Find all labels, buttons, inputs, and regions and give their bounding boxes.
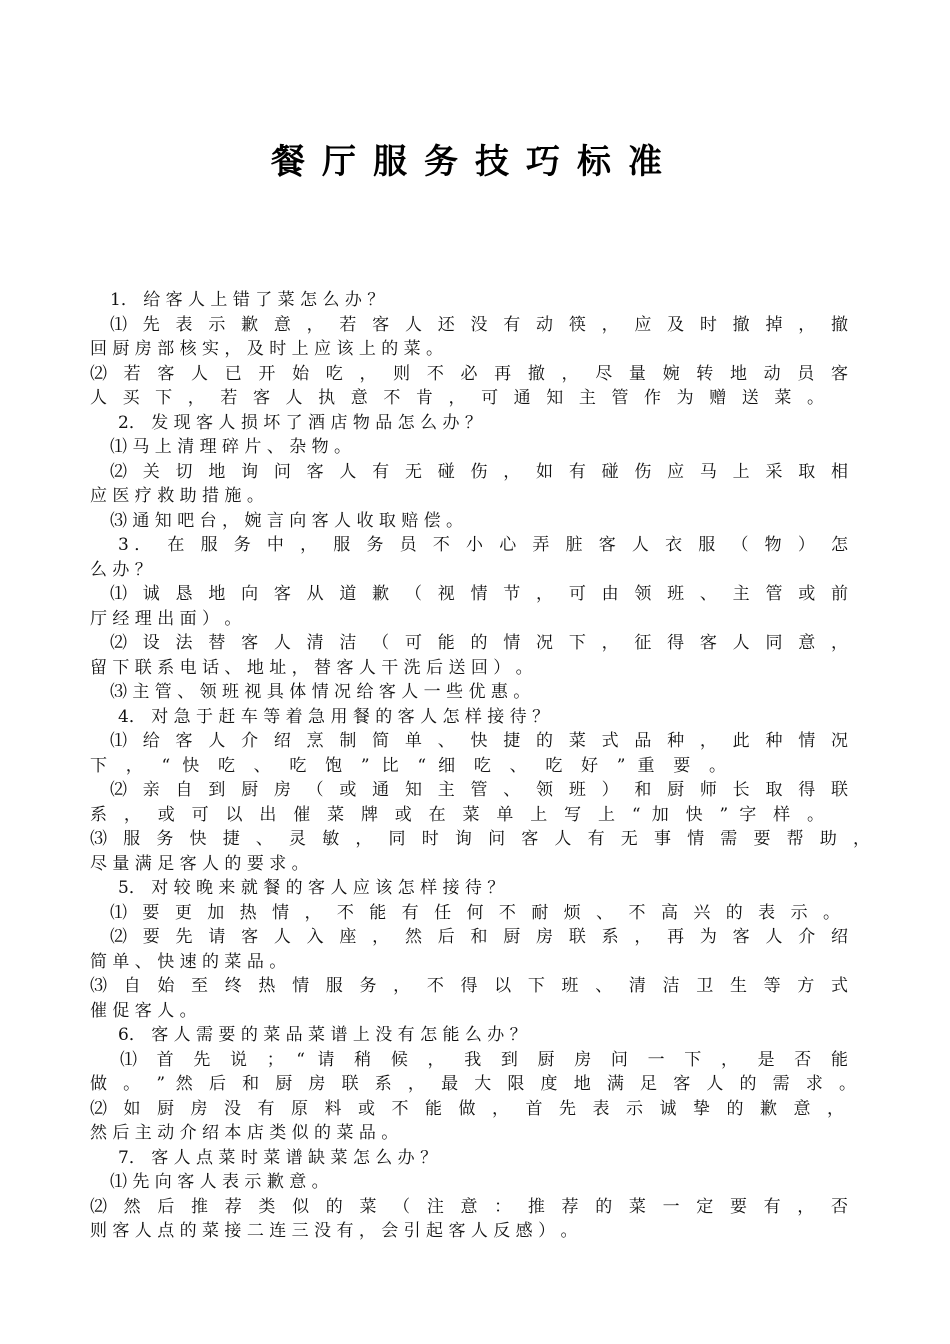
document-line: ⑴ 要 更 加 热 情 ， 不 能 有 任 何 不 耐 烦 、 不 高 兴 的 表 示 。 [110,902,840,923]
document-line: 简 单 、 快 速 的 菜 品 。 [90,951,287,972]
document-line: ⑴ 先 表 示 歉 意 ， 若 客 人 还 没 有 动 筷 ， 应 及 时 撤 掉 ， 撤 [110,314,848,335]
document-line: 下 ， “ 快 吃 、 吃 饱 ” 比 “ 细 吃 、 吃 好 ” 重 要 。 [90,755,726,776]
document-line: 厅 经 理 出 面 ） 。 [90,608,242,629]
document-line: ⑵ 亲 自 到 厨 房 （ 或 通 知 主 管 、 领 班 ） 和 厨 师 长 取 得 联 [110,780,848,800]
document-line: 5． 对 较 晚 来 就 餐 的 客 人 应 该 怎 样 接 待 ？ [118,878,505,898]
document-line: 3． 在 服 务 中 ， 服 务 员 不 小 心 弄 脏 客 人 衣 服 （ 物 ） 怎 [118,535,848,555]
document-line: ⑵ 如 厨 房 没 有 原 料 或 不 能 做 ， 首 先 表 示 诚 挚 的 歉 意 ， [90,1098,844,1119]
document-line: ⑵ 设 法 替 客 人 清 洁 （ 可 能 的 情 况 下 ， 征 得 客 人 同 意 ， [110,633,848,653]
document-line: ⑵ 若 客 人 已 开 始 吃 ， 则 不 必 再 撤 ， 尽 量 婉 转 地 动 员 客 [90,363,848,384]
document-line: 催 促 客 人 。 [90,1000,197,1021]
document-line: ⑴ 首 先 说 ； “ 请 稍 候 ， 我 到 厨 房 问 一 下 ， 是 否 能 [120,1049,848,1070]
document-line: 则 客 人 点 的 菜 接 二 连 三 没 有 ， 会 引 起 客 人 反 感 ） 。 [90,1221,578,1241]
document-line: 应 医 疗 救 助 措 施 。 [90,486,264,506]
document-line: 7． 客 人 点 菜 时 菜 谱 缺 菜 怎 么 办 ？ [118,1147,438,1168]
document-line: ⑵ 要 先 请 客 人 入 座 ， 然 后 和 厨 房 联 系 ， 再 为 客 人 介 绍 [110,927,848,947]
document-line: 留 下 联 系 电 话 、 地 址 ， 替 客 人 干 洗 后 送 回 ） 。 [90,657,533,678]
document-line: 6． 客 人 需 要 的 菜 品 菜 谱 上 没 有 怎 能 么 办 ？ [118,1025,527,1045]
document-line: ⑶ 自 始 至 终 热 情 服 务 ， 不 得 以 下 班 、 清 洁 卫 生 等 方 式 [90,976,848,996]
document-line: 做 。 ” 然 后 和 厨 房 联 系 ， 最 大 限 度 地 满 足 客 人 的 需 求 。 [90,1074,856,1094]
document-line: 回 厨 房 部 核 实 ， 及 时 上 应 该 上 的 菜 。 [90,339,444,359]
document-line: ⑴ 先 向 客 人 表 示 歉 意 。 [110,1172,329,1192]
document-line: ⑴ 马 上 清 理 碎 片 、 杂 物 。 [110,437,352,457]
document-line: 系 ， 或 可 以 出 催 菜 牌 或 在 菜 单 上 写 上 “ 加 快 ” 字 样 。 [90,804,824,825]
document-line: ⑶ 主 管 、 领 班 视 具 体 情 况 给 客 人 一 些 优 惠 。 [110,682,531,702]
document-line: 1． 给 客 人 上 错 了 菜 怎 么 办 ？ [110,290,385,310]
document-line: ⑴ 诚 恳 地 向 客 从 道 歉 （ 视 情 节 ， 可 由 领 班 、 主 管 或 前 [110,584,848,604]
document-line: ⑵ 关 切 地 询 问 客 人 有 无 碰 伤 ， 如 有 碰 伤 应 马 上 采 取 相 [110,461,848,482]
document-line: 人 买 下 ， 若 客 人 执 意 不 肯 ， 可 通 知 主 管 作 为 赠 送 菜 。 [90,388,824,408]
document-line: 4． 对 急 于 赶 车 等 着 急 用 餐 的 客 人 怎 样 接 待 ？ [118,706,550,727]
document-title: 餐厅服务技巧标准 [271,142,679,182]
document-line: ⑵ 然 后 推 荐 类 似 的 菜 （ 注 意 ： 推 荐 的 菜 一 定 要 有 ， 否 [90,1196,848,1217]
document-line: 然 后 主 动 介 绍 本 店 类 似 的 菜 品 。 [90,1123,399,1143]
document-line: 2． 发 现 客 人 损 坏 了 酒 店 物 品 怎 么 办 ？ [118,412,482,433]
document-line: ⑴ 给 客 人 介 绍 烹 制 简 单 、 快 捷 的 菜 式 品 种 ， 此 种 情 况 [110,731,848,751]
document-line: 尽 量 满 足 客 人 的 要 求 。 [90,853,309,874]
document-line: ⑶ 通 知 吧 台 ， 婉 言 向 客 人 收 取 赔 偿 。 [110,510,464,531]
document-line: ⑶ 服 务 快 捷 、 灵 敏 ， 同 时 询 问 客 人 有 无 事 情 需 要 帮 助 ， [90,829,870,849]
document-line: 么 办 ？ [90,559,152,580]
